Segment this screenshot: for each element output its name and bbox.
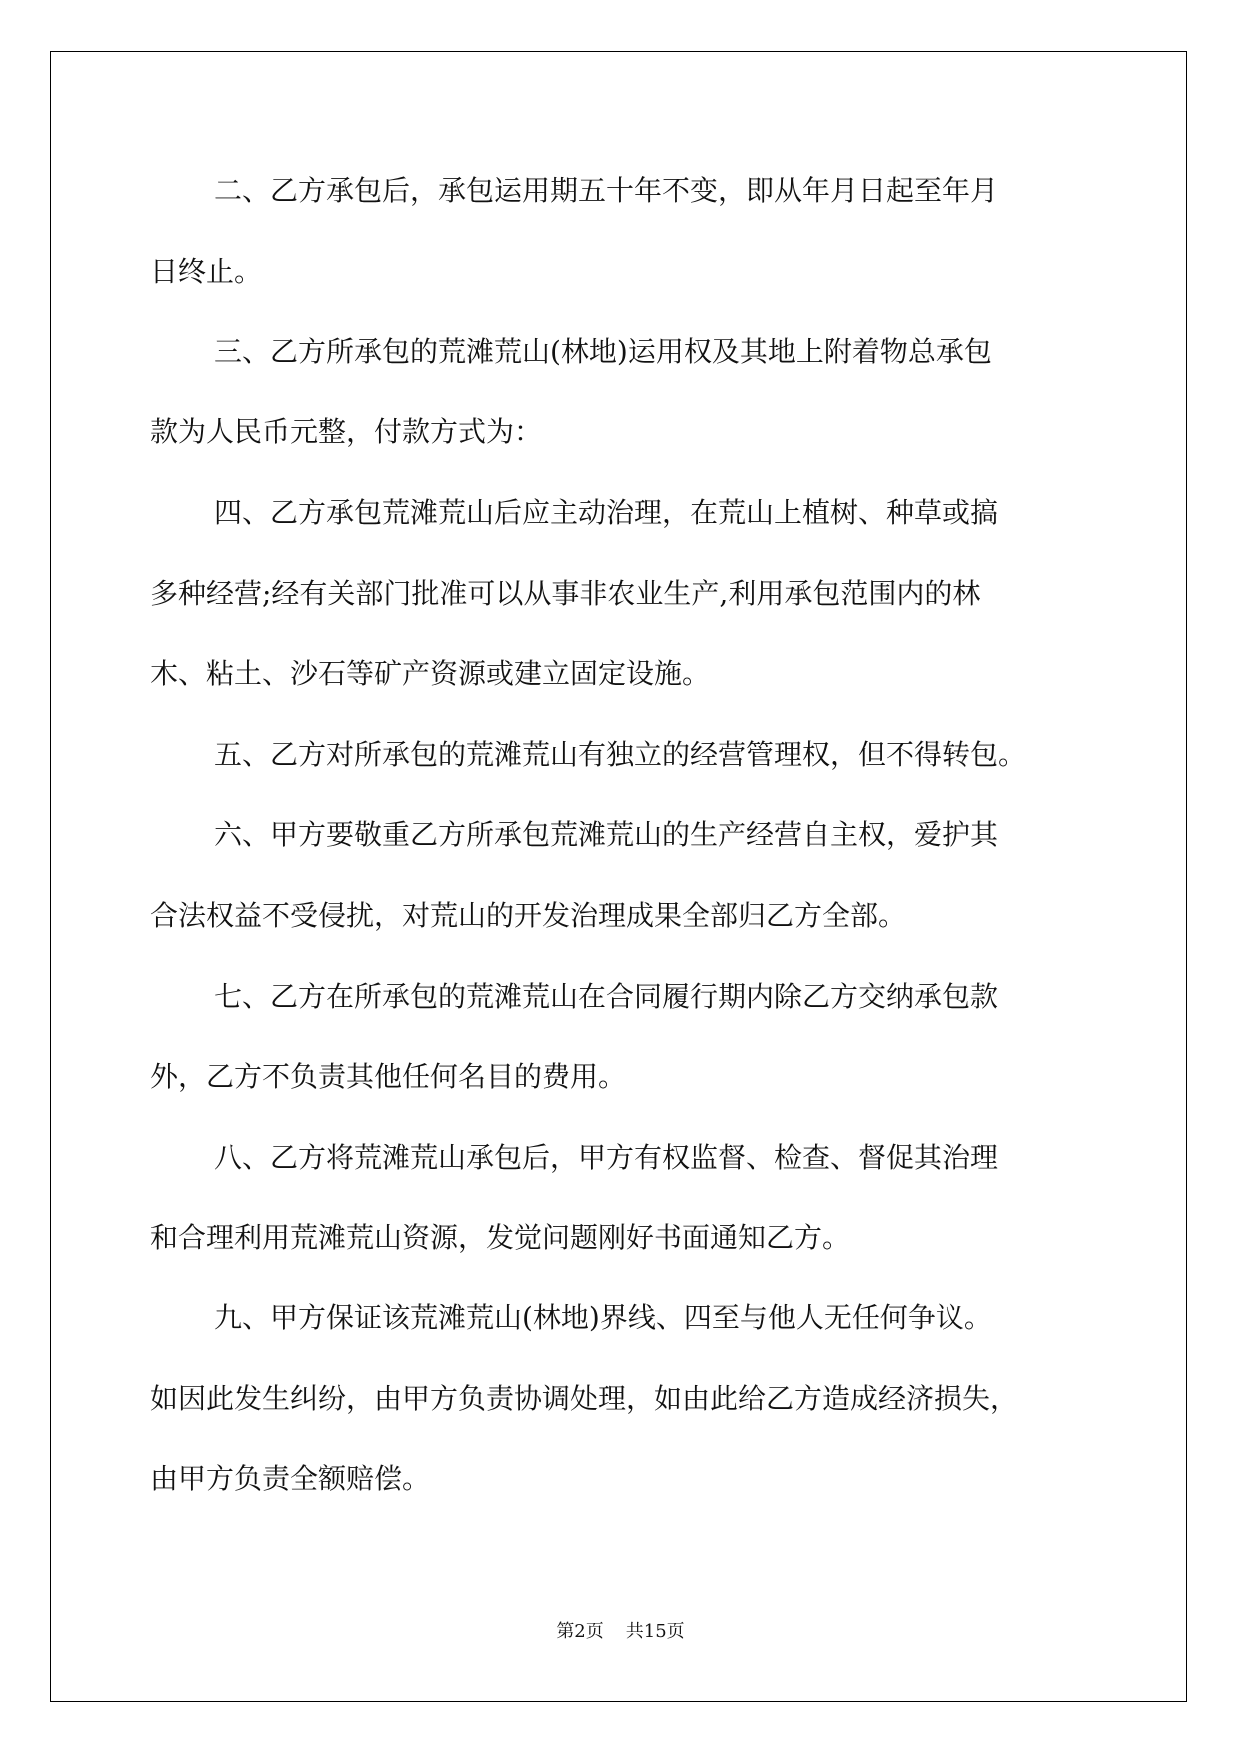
paragraph-line: 款为人民币元整，付款方式为： [150, 415, 543, 448]
paragraph-line: 和合理利用荒滩荒山资源，发觉问题刚好书面通知乙方。 [150, 1221, 851, 1254]
paragraph-line: 合法权益不受侵扰，对荒山的开发治理成果全部归乙方全部。 [150, 899, 907, 932]
paragraph-line: 三、乙方所承包的荒滩荒山(林地)运用权及其地上附着物总承包 [214, 335, 992, 368]
paragraph-line: 九、甲方保证该荒滩荒山(林地)界线、四至与他人无任何争议。 [214, 1301, 992, 1334]
paragraph-line: 由甲方负责全额赔偿。 [150, 1462, 431, 1495]
paragraph-line: 五、乙方对所承包的荒滩荒山有独立的经营管理权，但不得转包。 [214, 738, 1027, 771]
paragraph-line: 七、乙方在所承包的荒滩荒山在合同履行期内除乙方交纳承包款 [214, 980, 999, 1013]
paragraph-line: 八、乙方将荒滩荒山承包后，甲方有权监督、检查、督促其治理 [214, 1141, 999, 1174]
page-border [50, 51, 1187, 1702]
paragraph-line: 六、甲方要敬重乙方所承包荒滩荒山的生产经营自主权，爱护其 [214, 818, 999, 851]
paragraph-line: 四、乙方承包荒滩荒山后应主动治理，在荒山上植树、种草或搞 [214, 496, 999, 529]
paragraph-line: 二、乙方承包后，承包运用期五十年不变，即从年月日起至年月 [214, 174, 999, 207]
paragraph-line: 如因此发生纠纷，由甲方负责协调处理，如由此给乙方造成经济损失， [150, 1382, 1019, 1415]
paragraph-line: 日终止。 [150, 255, 263, 288]
page-total: 共15页 [625, 1621, 685, 1642]
page-number: 第2页 [556, 1621, 604, 1642]
page-footer [0, 1620, 1241, 1644]
paragraph-line: 木、粘土、沙石等矿产资源或建立固定设施。 [150, 657, 711, 690]
paragraph-line: 外，乙方不负责其他任何名目的费用。 [150, 1060, 627, 1093]
paragraph-line: 多种经营;经有关部门批准可以从事非农业生产,利用承包范围内的林 [150, 577, 981, 610]
